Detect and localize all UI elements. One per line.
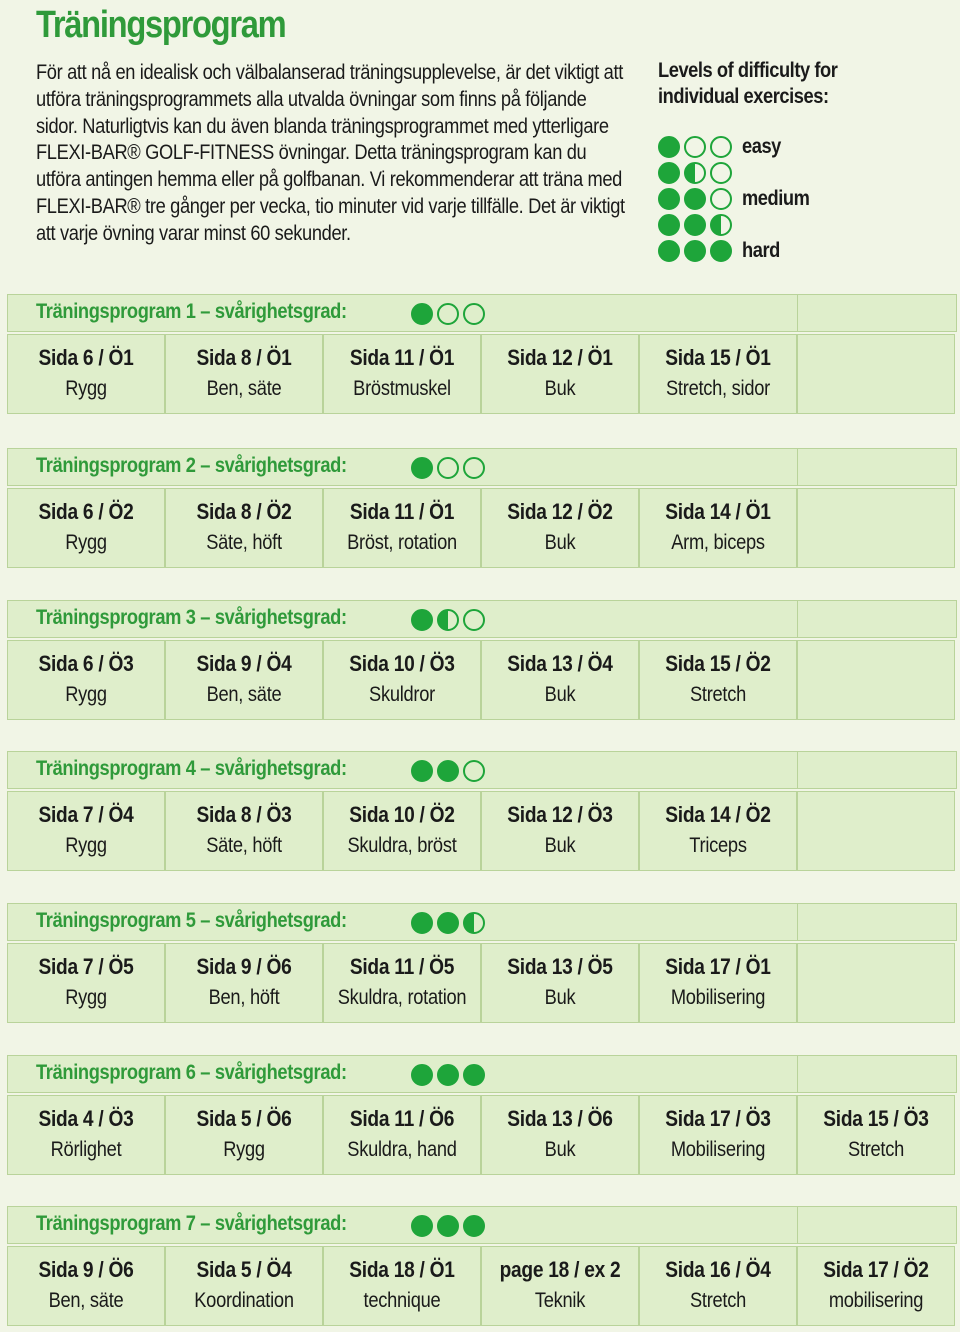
exercise-name: Buk xyxy=(544,1138,576,1161)
exercise-name: Triceps xyxy=(689,834,747,857)
exercise-reference: Sida 8 / Ö3 xyxy=(196,802,292,827)
filled-circle-icon xyxy=(684,188,706,210)
exercise-reference: Sida 17 / Ö2 xyxy=(823,1257,929,1282)
exercise-name: Skuldra, rotation xyxy=(337,986,467,1009)
exercise-cell xyxy=(165,488,323,568)
exercise-name: Mobilisering xyxy=(670,986,766,1009)
exercise-reference: Sida 11 / Ö6 xyxy=(349,1106,455,1131)
exercise-cell xyxy=(481,488,639,568)
exercise-reference: Sida 9 / Ö6 xyxy=(38,1257,134,1282)
exercise-reference: Sida 13 / Ö4 xyxy=(507,651,613,676)
exercise-name: technique xyxy=(363,1289,441,1312)
exercise-name: Buk xyxy=(544,531,576,554)
exercise-name: Säte, höft xyxy=(206,834,282,857)
exercise-reference: Sida 9 / Ö6 xyxy=(196,954,292,979)
exercise-row xyxy=(7,640,957,720)
legend-label: hard xyxy=(742,239,780,262)
program-header xyxy=(7,600,957,638)
program-header xyxy=(7,1055,957,1093)
exercise-reference: Sida 15 / Ö2 xyxy=(665,651,771,676)
exercise-reference: Sida 11 / Ö1 xyxy=(349,345,455,370)
exercise-name: Mobilisering xyxy=(670,1138,766,1161)
exercise-reference: Sida 13 / Ö6 xyxy=(507,1106,613,1131)
exercise-name: Stretch xyxy=(689,1289,747,1312)
exercise-cell xyxy=(7,334,165,414)
filled-circle-icon xyxy=(411,457,433,479)
exercise-reference: page 18 / ex 2 xyxy=(499,1257,621,1282)
exercise-cell xyxy=(481,943,639,1023)
exercise-cell xyxy=(323,640,481,720)
exercise-name: mobilisering xyxy=(828,1289,924,1312)
exercise-reference: Sida 7 / Ö5 xyxy=(38,954,134,979)
difficulty-dots xyxy=(411,303,485,325)
filled-circle-icon xyxy=(411,1064,433,1086)
exercise-reference: Sida 10 / Ö3 xyxy=(349,651,455,676)
exercise-cell xyxy=(323,943,481,1023)
exercise-reference: Sida 7 / Ö4 xyxy=(38,802,134,827)
half-filled-circle-icon xyxy=(710,214,732,236)
exercise-cell xyxy=(323,488,481,568)
exercise-reference: Sida 17 / Ö3 xyxy=(665,1106,771,1131)
empty-circle-icon xyxy=(463,303,485,325)
exercise-cell xyxy=(639,943,797,1023)
program-heading: Träningsprogram 1 – svårighetsgrad: xyxy=(36,300,347,323)
exercise-cell xyxy=(165,791,323,871)
header-divider xyxy=(797,904,798,940)
exercise-name: Bröstmuskel xyxy=(353,377,451,400)
exercise-name: Stretch xyxy=(847,1138,905,1161)
exercise-cell xyxy=(481,640,639,720)
exercise-name: Rygg xyxy=(65,834,107,857)
program-heading: Träningsprogram 2 – svårighetsgrad: xyxy=(36,454,347,477)
exercise-name: Buk xyxy=(544,834,576,857)
exercise-reference: Sida 6 / Ö3 xyxy=(38,651,134,676)
program-header xyxy=(7,294,957,332)
exercise-cell xyxy=(639,334,797,414)
difficulty-dots xyxy=(658,162,732,184)
exercise-name: Stretch, sidor xyxy=(666,377,770,400)
exercise-reference: Sida 11 / Ö5 xyxy=(349,954,455,979)
exercise-cell xyxy=(481,334,639,414)
filled-circle-icon xyxy=(437,1064,459,1086)
exercise-cell xyxy=(639,791,797,871)
exercise-reference: Sida 12 / Ö1 xyxy=(507,345,613,370)
exercise-cell xyxy=(323,791,481,871)
difficulty-dots xyxy=(658,188,732,210)
filled-circle-icon xyxy=(411,303,433,325)
filled-circle-icon xyxy=(658,240,680,262)
exercise-reference: Sida 6 / Ö1 xyxy=(38,345,134,370)
program-heading: Träningsprogram 6 – svårighetsgrad: xyxy=(36,1061,347,1084)
exercise-cell xyxy=(797,943,955,1023)
exercise-cell xyxy=(7,791,165,871)
exercise-reference: Sida 17 / Ö1 xyxy=(665,954,771,979)
filled-circle-icon xyxy=(411,760,433,782)
exercise-cell xyxy=(7,1095,165,1175)
exercise-reference: Sida 10 / Ö2 xyxy=(349,802,455,827)
exercise-reference: Sida 14 / Ö2 xyxy=(665,802,771,827)
exercise-reference: Sida 14 / Ö1 xyxy=(665,499,771,524)
exercise-name: Ben, säte xyxy=(48,1289,124,1312)
exercise-name: Säte, höft xyxy=(206,531,282,554)
filled-circle-icon xyxy=(463,1215,485,1237)
exercise-cell xyxy=(481,1095,639,1175)
exercise-row xyxy=(7,943,957,1023)
exercise-row xyxy=(7,1246,957,1326)
exercise-cell xyxy=(7,1246,165,1326)
exercise-name: Ben, säte xyxy=(206,683,282,706)
exercise-cell xyxy=(639,1246,797,1326)
exercise-reference: Sida 6 / Ö2 xyxy=(38,499,134,524)
exercise-reference: Sida 5 / Ö6 xyxy=(196,1106,292,1131)
exercise-cell xyxy=(165,943,323,1023)
difficulty-dots xyxy=(658,136,732,158)
exercise-cell xyxy=(165,1095,323,1175)
intro-paragraph: För att nå en idealisk och välbalanserad träningsupplevelse, är det viktigt att utföra träningsprogrammets alla utvalda övningar som finns på följande sidor. Naturligtvis kan du även blanda träningsprogrammet med ytterligare FLEXI-BAR® GOLF-FITNESS övningar. Detta träningsprogram kan du utföra antingen hemma eller på golfbanan. Vi rekommenderar att träna med FLEXI-BAR® tre gånger per vecka, tio minuter vid varje tillfälle. Det är viktigt att varje övning varar minst 60 sekunder. xyxy=(36,61,625,245)
exercise-name: Ben, säte xyxy=(206,377,282,400)
empty-circle-icon xyxy=(463,609,485,631)
exercise-name: Rygg xyxy=(65,986,107,1009)
exercise-reference: Sida 8 / Ö1 xyxy=(196,345,292,370)
exercise-cell xyxy=(165,334,323,414)
exercise-reference: Sida 4 / Ö3 xyxy=(38,1106,134,1131)
exercise-reference: Sida 15 / Ö1 xyxy=(665,345,771,370)
empty-circle-icon xyxy=(463,760,485,782)
filled-circle-icon xyxy=(658,162,680,184)
header-divider xyxy=(797,601,798,637)
exercise-cell xyxy=(323,334,481,414)
difficulty-legend xyxy=(658,58,958,262)
program-header xyxy=(7,448,957,486)
filled-circle-icon xyxy=(463,1064,485,1086)
legend-label: easy xyxy=(742,135,781,158)
program-heading: Träningsprogram 4 – svårighetsgrad: xyxy=(36,757,347,780)
exercise-reference: Sida 11 / Ö1 xyxy=(349,499,455,524)
legend-title: Levels of difficulty for individual exercises: xyxy=(658,59,838,108)
exercise-reference: Sida 12 / Ö3 xyxy=(507,802,613,827)
exercise-name: Buk xyxy=(544,377,576,400)
exercise-cell xyxy=(639,640,797,720)
difficulty-dots xyxy=(411,912,485,934)
half-filled-circle-icon xyxy=(684,162,706,184)
empty-circle-icon xyxy=(710,162,732,184)
exercise-name: Skuldra, hand xyxy=(347,1138,457,1161)
program-header xyxy=(7,903,957,941)
filled-circle-icon xyxy=(411,912,433,934)
exercise-row xyxy=(7,334,957,414)
header-divider xyxy=(797,752,798,788)
empty-circle-icon xyxy=(684,136,706,158)
half-filled-circle-icon xyxy=(437,609,459,631)
filled-circle-icon xyxy=(437,760,459,782)
exercise-name: Stretch xyxy=(689,683,747,706)
difficulty-dots xyxy=(411,1064,485,1086)
program-header xyxy=(7,1206,957,1244)
empty-circle-icon xyxy=(710,136,732,158)
exercise-name: Arm, biceps xyxy=(671,531,765,554)
exercise-name: Koordination xyxy=(194,1289,294,1312)
header-divider xyxy=(797,449,798,485)
filled-circle-icon xyxy=(437,912,459,934)
program-heading: Träningsprogram 3 – svårighetsgrad: xyxy=(36,606,347,629)
difficulty-dots xyxy=(658,240,732,262)
difficulty-dots xyxy=(411,1215,485,1237)
exercise-reference: Sida 5 / Ö4 xyxy=(196,1257,292,1282)
exercise-cell xyxy=(797,791,955,871)
empty-circle-icon xyxy=(437,303,459,325)
exercise-reference: Sida 8 / Ö2 xyxy=(196,499,292,524)
header-divider xyxy=(797,1056,798,1092)
exercise-cell xyxy=(797,1095,955,1175)
exercise-reference: Sida 18 / Ö1 xyxy=(349,1257,455,1282)
exercise-name: Skuldra, bröst xyxy=(347,834,457,857)
difficulty-dots xyxy=(411,760,485,782)
exercise-reference: Sida 9 / Ö4 xyxy=(196,651,292,676)
exercise-cell xyxy=(165,1246,323,1326)
header-divider xyxy=(797,1207,798,1243)
exercise-name: Skuldror xyxy=(369,683,435,706)
exercise-cell xyxy=(481,791,639,871)
header-divider xyxy=(797,295,798,331)
filled-circle-icon xyxy=(684,214,706,236)
half-filled-circle-icon xyxy=(463,912,485,934)
empty-circle-icon xyxy=(463,457,485,479)
exercise-cell xyxy=(7,943,165,1023)
exercise-cell xyxy=(797,640,955,720)
exercise-name: Buk xyxy=(544,683,576,706)
program-heading: Träningsprogram 5 – svårighetsgrad: xyxy=(36,909,347,932)
exercise-name: Ben, höft xyxy=(208,986,280,1009)
exercise-cell xyxy=(639,488,797,568)
exercise-cell xyxy=(797,1246,955,1326)
exercise-row xyxy=(7,791,957,871)
exercise-cell xyxy=(165,640,323,720)
exercise-row xyxy=(7,1095,957,1175)
filled-circle-icon xyxy=(658,188,680,210)
filled-circle-icon xyxy=(411,1215,433,1237)
page-title: Träningsprogram xyxy=(36,4,286,46)
legend-label: medium xyxy=(742,187,810,210)
exercise-cell xyxy=(797,334,955,414)
filled-circle-icon xyxy=(658,214,680,236)
difficulty-dots xyxy=(411,457,485,479)
exercise-cell xyxy=(7,640,165,720)
exercise-name: Bröst, rotation xyxy=(347,531,457,554)
exercise-name: Rygg xyxy=(65,683,107,706)
exercise-reference: Sida 15 / Ö3 xyxy=(823,1106,929,1131)
filled-circle-icon xyxy=(437,1215,459,1237)
exercise-name: Teknik xyxy=(534,1289,586,1312)
exercise-reference: Sida 13 / Ö5 xyxy=(507,954,613,979)
filled-circle-icon xyxy=(710,240,732,262)
filled-circle-icon xyxy=(411,609,433,631)
difficulty-dots xyxy=(411,609,485,631)
exercise-reference: Sida 12 / Ö2 xyxy=(507,499,613,524)
exercise-cell xyxy=(323,1095,481,1175)
filled-circle-icon xyxy=(658,136,680,158)
exercise-cell xyxy=(639,1095,797,1175)
filled-circle-icon xyxy=(684,240,706,262)
exercise-cell xyxy=(797,488,955,568)
program-header xyxy=(7,751,957,789)
difficulty-dots xyxy=(658,214,732,236)
program-heading: Träningsprogram 7 – svårighetsgrad: xyxy=(36,1212,347,1235)
exercise-row xyxy=(7,488,957,568)
exercise-name: Rörlighet xyxy=(50,1138,122,1161)
exercise-name: Buk xyxy=(544,986,576,1009)
empty-circle-icon xyxy=(437,457,459,479)
exercise-reference: Sida 16 / Ö4 xyxy=(665,1257,771,1282)
empty-circle-icon xyxy=(710,188,732,210)
exercise-cell xyxy=(7,488,165,568)
exercise-name: Rygg xyxy=(65,377,107,400)
exercise-cell xyxy=(323,1246,481,1326)
exercise-name: Rygg xyxy=(65,531,107,554)
exercise-name: Rygg xyxy=(223,1138,265,1161)
exercise-cell xyxy=(481,1246,639,1326)
